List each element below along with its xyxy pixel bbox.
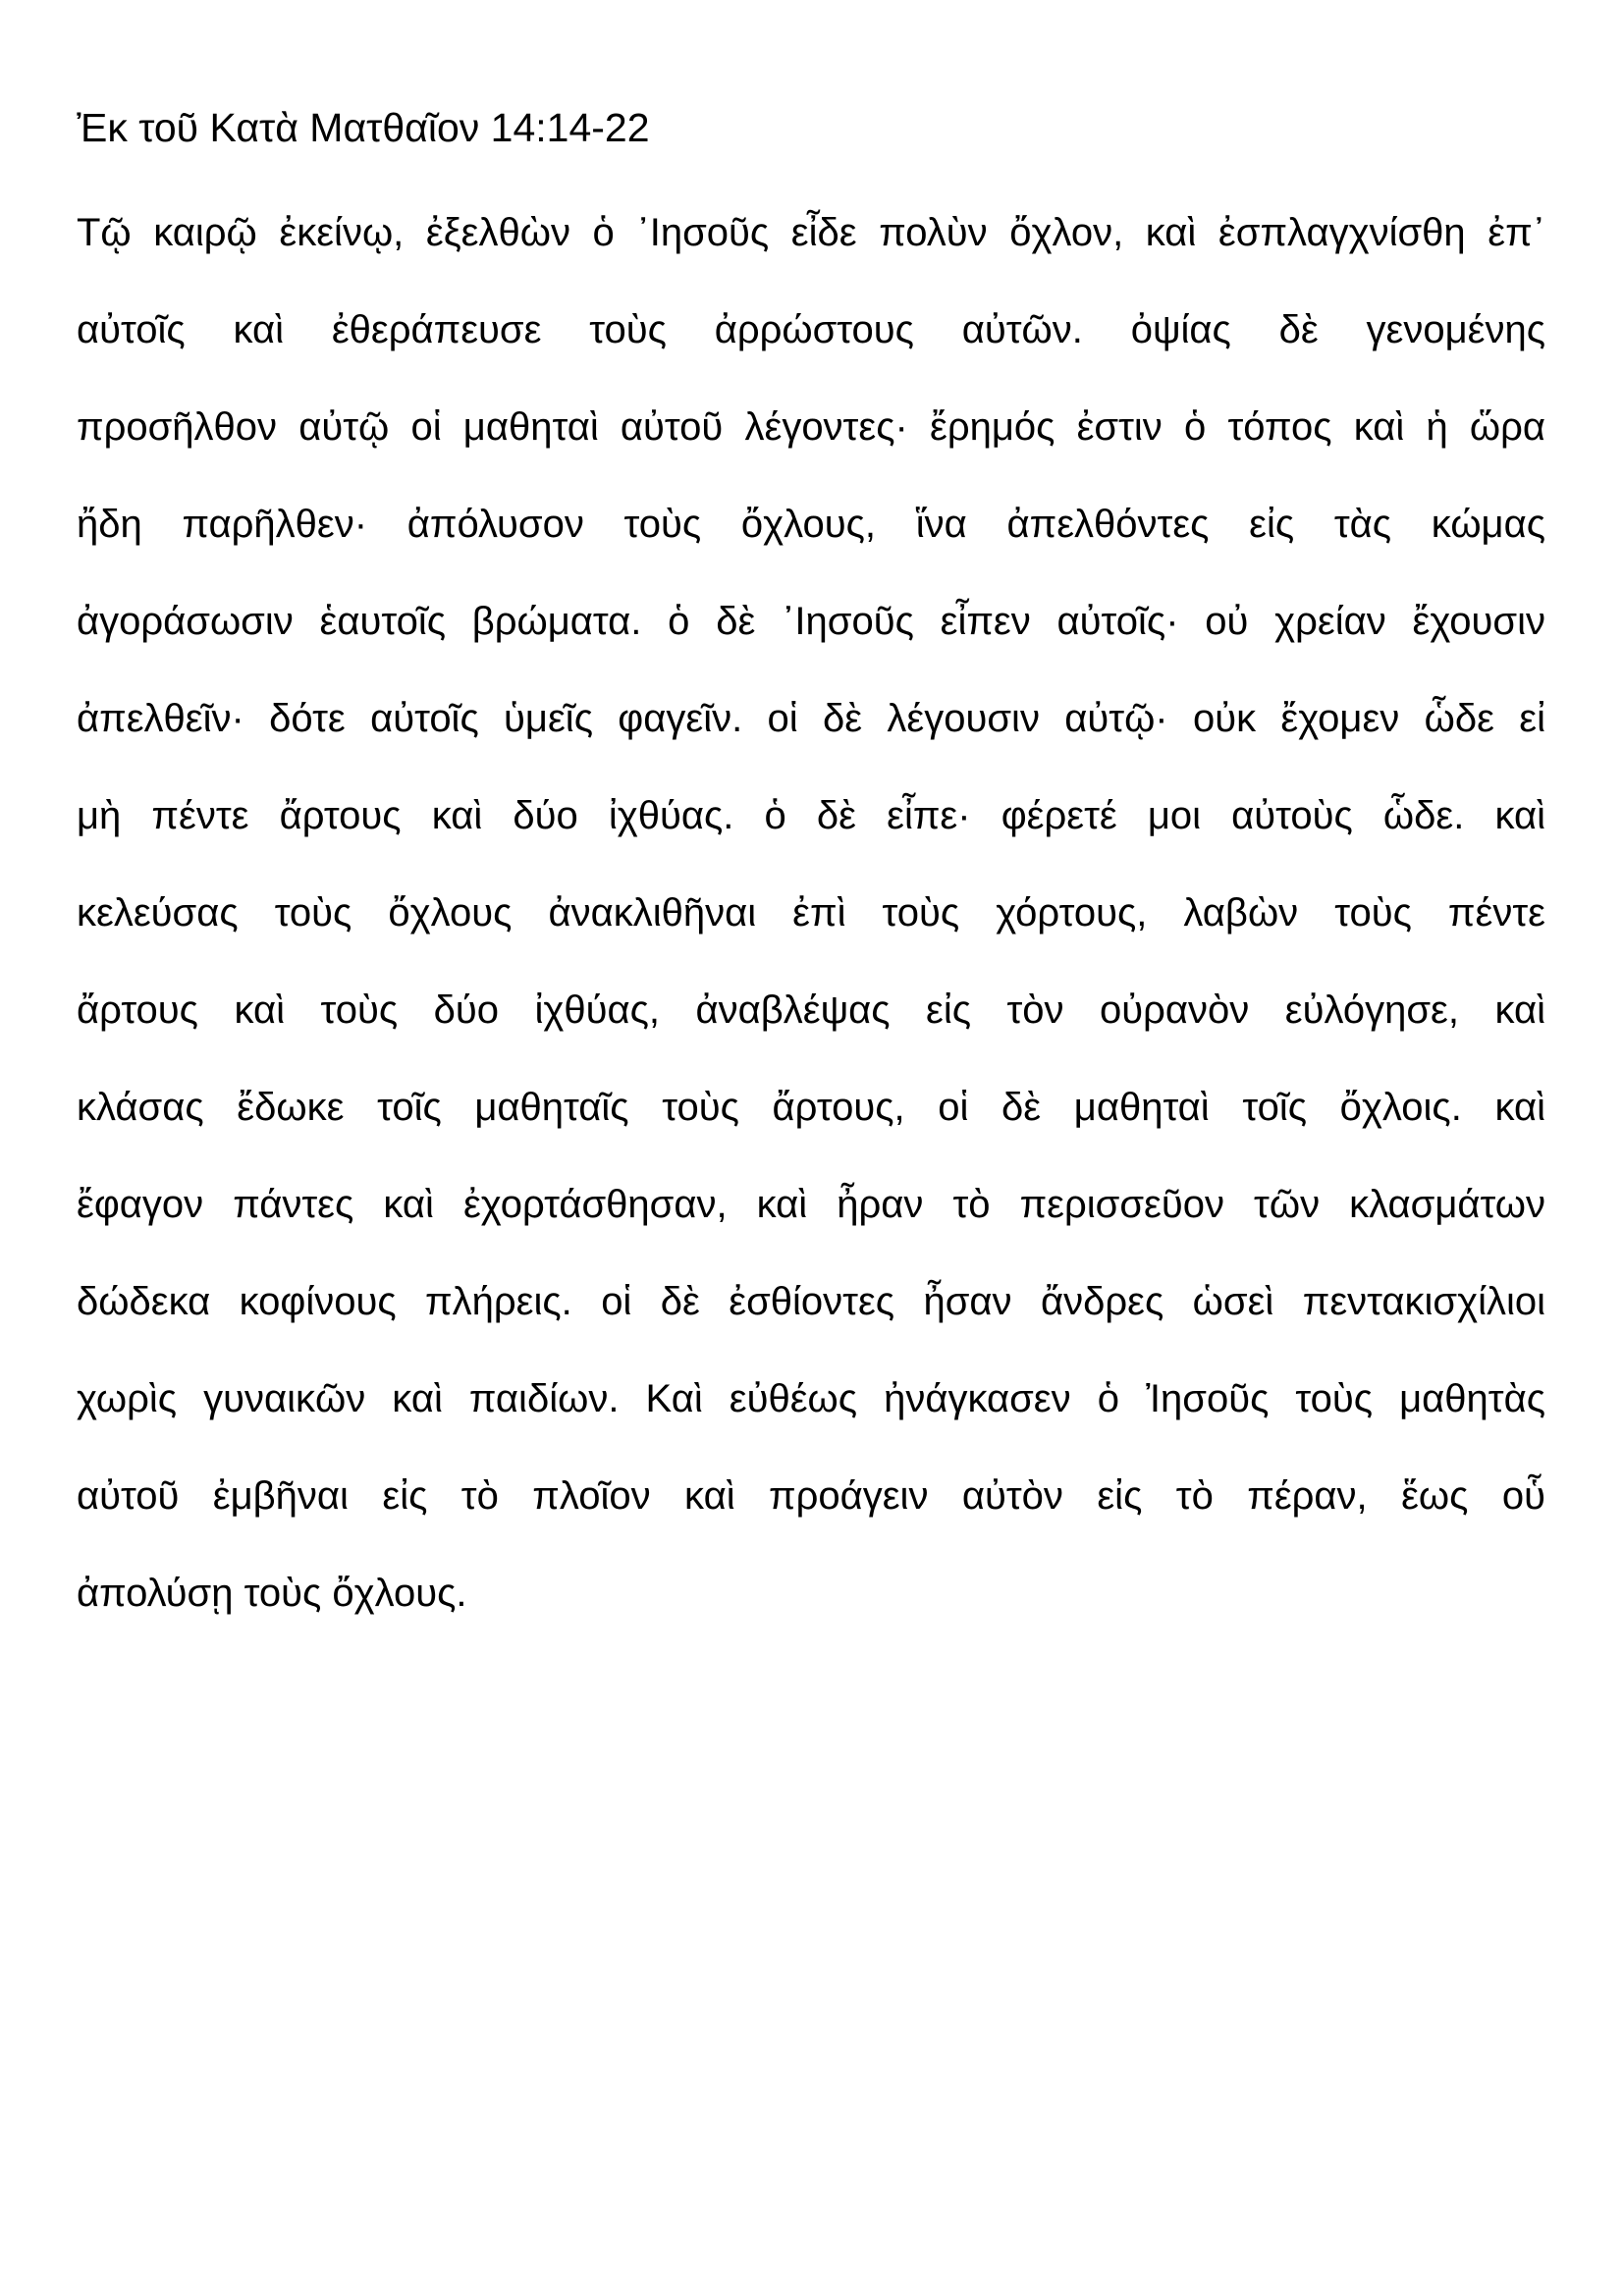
text-line: δώδεκα κοφίνους πλήρεις. οἱ δὲ ἐσθίοντες ἦσαν ἄνδρες ὡσεὶ πεντακισχίλιοι xyxy=(77,1280,1545,1323)
text-line: κελεύσας τοὺς ὄχλους ἀνακλιθῆναι ἐπὶ τοὺς χόρτους, λαβὼν τοὺς πέντε xyxy=(77,891,1545,934)
reading-title: Ἐκ τοῦ Κατὰ Ματθαῖον 14:14-22 xyxy=(77,105,650,150)
text-line: ἔφαγον πάντες καὶ ἐχορτάσθησαν, καὶ ἦραν τὸ περισσεῦον τῶν κλασμάτων xyxy=(77,1183,1545,1226)
text-line: μὴ πέντε ἄρτους καὶ δύο ἰχθύας. ὁ δὲ εἶπε· φέρετέ μοι αὐτοὺς ὧδε. καὶ xyxy=(77,794,1545,837)
reading-text xyxy=(77,185,1545,1642)
text-line: χωρὶς γυναικῶν καὶ παιδίων. Καὶ εὐθέως ἠνάγκασεν ὁ Ἰησοῦς τοὺς μαθητὰς xyxy=(77,1377,1545,1420)
text-line: προσῆλθον αὐτῷ οἱ μαθηταὶ αὐτοῦ λέγοντες· ἔρημός ἐστιν ὁ τόπος καὶ ἡ ὥρα xyxy=(77,405,1545,449)
text-line: ἀπελθεῖν· δότε αὐτοῖς ὑμεῖς φαγεῖν. οἱ δὲ λέγουσιν αὐτῷ· οὐκ ἔχομεν ὧδε εἰ xyxy=(77,697,1545,740)
text-line: ἀπολύσῃ τοὺς ὄχλους. xyxy=(77,1572,467,1615)
text-line: αὐτοῦ ἐμβῆναι εἰς τὸ πλοῖον καὶ προάγειν αὐτὸν εἰς τὸ πέραν, ἕως οὗ xyxy=(77,1474,1545,1518)
text-line: ἀγοράσωσιν ἑαυτοῖς βρώματα. ὁ δὲ ᾿Ιησοῦς εἶπεν αὐτοῖς· οὐ χρείαν ἔχουσιν xyxy=(77,600,1545,643)
text-line: ἤδη παρῆλθεν· ἀπόλυσον τοὺς ὄχλους, ἵνα ἀπελθόντες εἰς τὰς κώμας xyxy=(77,503,1545,546)
text-line: αὐτοῖς καὶ ἐθεράπευσε τοὺς ἀρρώστους αὐτῶν. ὀψίας δὲ γενομένης xyxy=(77,308,1545,351)
text-line: ἄρτους καὶ τοὺς δύο ἰχθύας, ἀναβλέψας εἰς τὸν οὐρανὸν εὐλόγησε, καὶ xyxy=(77,988,1545,1032)
text-line: Τῷ καιρῷ ἐκείνῳ, ἐξελθὼν ὁ ᾿Ιησοῦς εἶδε πολὺν ὄχλον, καὶ ἐσπλαγχνίσθη ἐπ᾿ xyxy=(77,211,1545,254)
text-line: κλάσας ἔδωκε τοῖς μαθηταῖς τοὺς ἄρτους, οἱ δὲ μαθηταὶ τοῖς ὄχλοις. καὶ xyxy=(77,1086,1545,1129)
